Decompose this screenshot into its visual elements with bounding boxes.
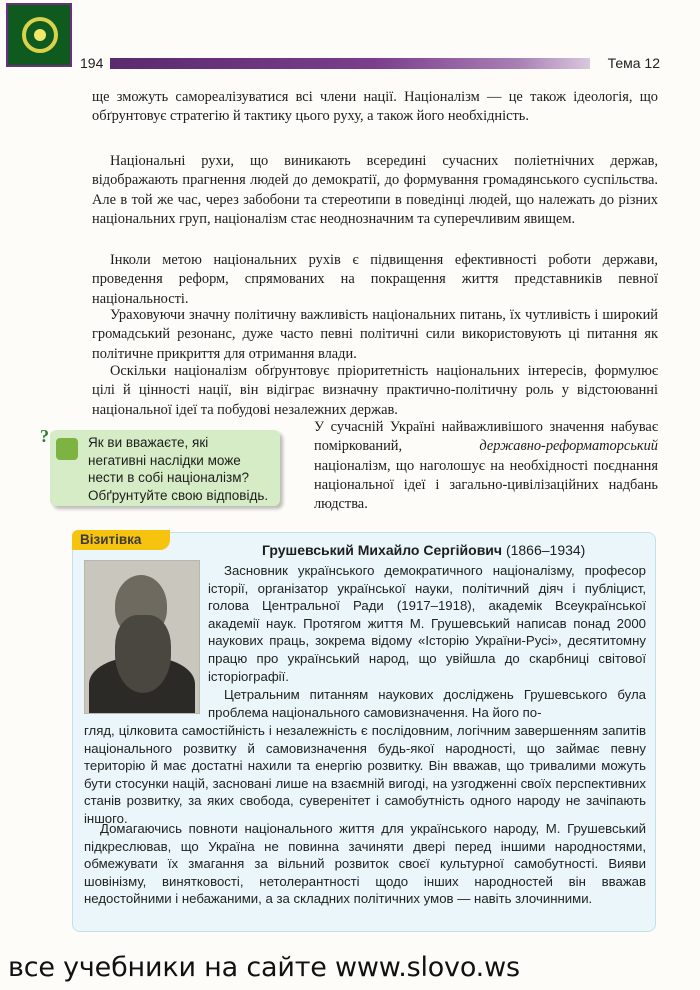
bio-card-tag: Візитівка (72, 530, 170, 550)
paragraph-6-term: державно-реформаторський (479, 438, 658, 455)
question-box-icon (56, 438, 78, 460)
bio-paragraph-2: Цетральним питанням наукових досліджень Грушевського була проблема національного самовизначення. На його по- (208, 687, 646, 720)
bio-paragraph-3: Домагаючись повноти національного життя для українського народу, М. Грушевський підкреслював, що Україна не повинна зачиняти двері перед іншими народностями, обмежувати їх змагання за вільний розвиток своєї культурної самобутності. Вияви шовінізму, винятковості, нетолерантності щодо інших народностей він вважав недостойними і небажаними, а за складних політичних умов — навіть злочинними. (84, 821, 646, 907)
paragraph-4: Ураховуючи значну політичну важливість національних питань, їх чутливість і широкий громадський резонанс, дуже часто певні політичні сили використовують ці питання як політичне прикриття для отримання влади. (92, 307, 658, 362)
paragraph-5: Оскільки націоналізм обґрунтовує пріоритетність національних інтересів, формулює цілі й цінності нації, він відіграє визначну практично-політичну роль у відстоюванні національної ідеї та побудові незалежних держав. (92, 363, 658, 418)
bio-name: Грушевський Михайло Сергійович (262, 542, 503, 558)
paragraph-6 (314, 418, 658, 514)
bio-paragraph-1: Засновник українського демократичного націоналізму, професор історії, організатор української науки, політичний діяч і публіцист, голова Центральної Ради (1917–1918), академік Всеукраїнської академії наук. Протягом життя М. Грушевський написав понад 2000 наукових праць, зокрема відому «Історію України-Русі», десятитомну працю про український народ, що увійшла до скарбниці світової історіографії. (208, 563, 646, 684)
paragraph-2: Національні рухи, що виникають всередині сучасних поліетнічних держав, відображають прагнення людей до демократії, до формування громадянського суспільства. Але в той же час, через забобони та стереотипи в поведінці людей, що належать до різних національних груп, націоналізм стає неоднозначним та суперечливим явищем. (92, 153, 658, 227)
question-mark-icon: ? (40, 426, 49, 446)
paragraph-6-start: У сучасній Україні найважливішого значення набуває поміркований, (314, 419, 658, 455)
footer-caption: все учебники на сайте www.slovo.ws (8, 952, 520, 983)
topic-label: Тема 12 (607, 55, 660, 71)
paragraph-3: Інколи метою національних рухів є підвищення ефективності роботи держави, проведення реформ, спрямованих на покращення життя представників певної національності. (92, 252, 658, 307)
textbook-logo (6, 3, 72, 67)
question-text: Як ви вважаєте, які негативні наслідки може нести в собі націоналізм? Обґрунтуйте свою відповідь. (88, 435, 269, 503)
bio-years: (1866–1934) (505, 542, 586, 558)
paragraph-6-end: націоналізм, що наголошує на необхідності поєднання національної ідеї і загально-цивілізаційних надбань людства. (314, 457, 658, 513)
bio-paragraph-2-cont: гляд, цілковита самостійність і незалежність є послідовним, логічним завершенням запитів національного розвитку й самовизначення будь-якої народності, що займає певну територію й має достатні нахили та енергію розвитку. Він вважав, що тривалими можуть бути стосунки націй, засновані лише на взаємній вигоді, на узгодженні своїх перспективних станів розвитку, за яких свобода, суверенітет і самобутність одного народу не зачіпають іншого. (84, 723, 646, 826)
bio-card-title (262, 542, 585, 558)
header-bar (110, 58, 590, 69)
paragraph-1: ще зможуть самореалізуватися всі члени нації. Націоналізм — це також ідеологія, що обґрунтовує стратегію й тактику цього руху, а також його необхідність. (92, 89, 658, 125)
page-number: 194 (80, 55, 104, 71)
globe-center-icon (34, 29, 46, 41)
question-box (50, 430, 280, 506)
portrait-photo (84, 560, 200, 714)
